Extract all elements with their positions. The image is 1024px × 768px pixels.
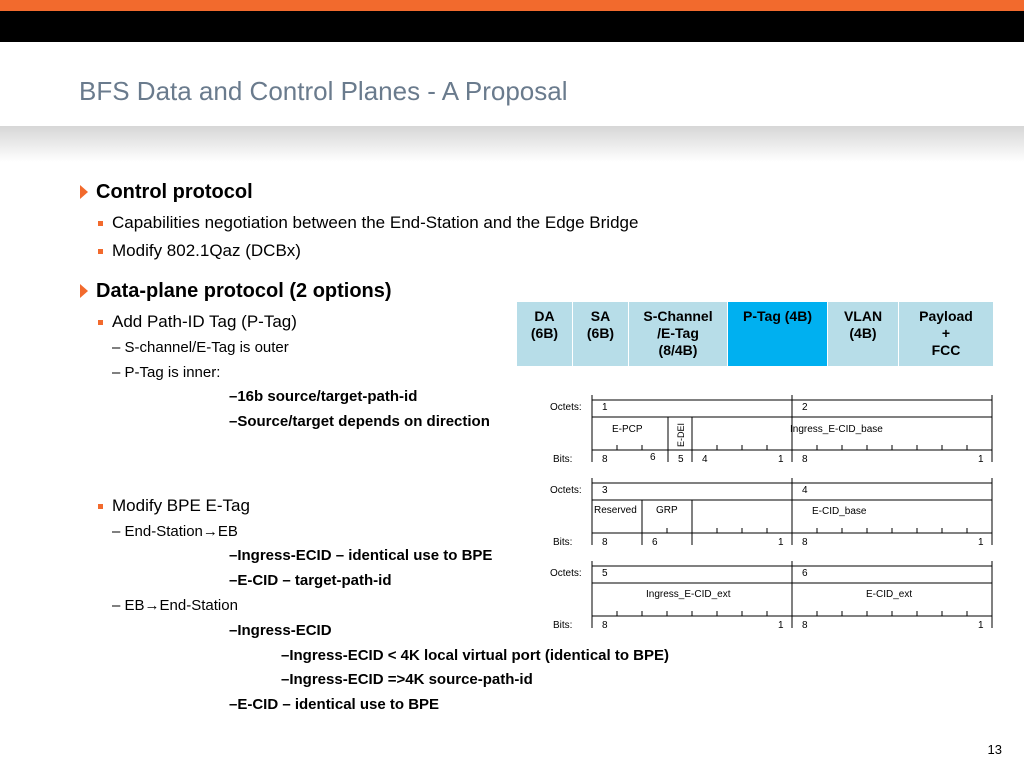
src-target-dir-text: Source/target depends on direction	[237, 413, 490, 430]
top-orange-bar	[0, 0, 1024, 11]
cell-da: DA (6B)	[517, 302, 573, 367]
item-schannel-outer	[112, 339, 289, 356]
ingress-4k-local-text: Ingress-ECID < 4K local virtual port (identical to BPE)	[289, 647, 670, 664]
bit-number: 1	[978, 537, 984, 548]
item-add-path-id: Add Path-ID Tag (P-Tag)	[112, 312, 297, 331]
bit-number: 1	[978, 620, 984, 631]
page-number: 13	[987, 742, 1002, 757]
bit-number: 1	[778, 620, 784, 631]
bits-label: Bits:	[553, 620, 573, 631]
cell-ptag: P-Tag (4B)	[728, 302, 828, 367]
bit-number: 1	[778, 454, 784, 465]
ecid-target-text: E-CID – target-path-id	[237, 572, 392, 589]
dash: –	[229, 547, 238, 564]
field-label: Ingress_E-CID_base	[790, 424, 883, 435]
dash: –	[112, 364, 121, 381]
item-ingress-4k-source	[281, 671, 533, 688]
ecid-identical-text: E-CID – identical use to BPE	[237, 696, 440, 713]
dash: –	[281, 647, 290, 664]
eb-text: EB	[217, 523, 238, 540]
field-label: Ingress_E-CID_ext	[646, 589, 731, 600]
title-shadow	[0, 126, 1024, 162]
item-ingress-ecid	[229, 622, 332, 639]
bits-label: Bits:	[553, 537, 573, 548]
ptag-inner-text: P-Tag is inner:	[124, 364, 221, 381]
field-label: E-CID_base	[812, 506, 867, 517]
item-ecid-identical	[229, 696, 439, 713]
field-label: GRP	[656, 505, 678, 516]
octets-label: Octets:	[550, 485, 582, 496]
heading-control-protocol: Control protocol	[96, 181, 253, 203]
bit-number: 8	[602, 620, 608, 631]
ingress-4k-source-text: Ingress-ECID =>4K source-path-id	[289, 671, 533, 688]
field-label: E-DEI	[676, 422, 686, 447]
bullet-square-icon	[98, 504, 103, 509]
bit-number: 8	[602, 537, 608, 548]
item-ptag-inner	[112, 364, 220, 381]
cell-schannel: S-Channel /E-Tag (8/4B)	[629, 302, 728, 367]
item-ecid-target	[229, 572, 392, 589]
field-label: Reserved	[594, 505, 637, 516]
endstation-text: End-Station	[124, 523, 203, 540]
field-label: E-CID_ext	[866, 589, 913, 600]
octet-number: 2	[802, 402, 808, 413]
frame-format-table	[516, 301, 994, 367]
item-modify-bpe: Modify BPE E-Tag	[112, 496, 250, 515]
bullet-square-icon	[98, 249, 103, 254]
arrow-right-icon: →	[144, 597, 160, 614]
item-source-target-direction	[229, 413, 490, 430]
eb-text: EB	[124, 597, 145, 614]
item-ingress-ecid-bpe	[229, 547, 492, 564]
bit-number: 8	[802, 620, 808, 631]
item-ingress-4k-local	[281, 647, 669, 664]
dash: –	[229, 622, 238, 639]
bullet-square-icon	[98, 320, 103, 325]
cell-payload: Payload + FCC	[899, 302, 994, 367]
bit-number: 8	[802, 537, 808, 548]
bit-number: 1	[978, 454, 984, 465]
ingress-ecid-bpe-text: Ingress-ECID – identical use to BPE	[237, 547, 493, 564]
bit-number: 8	[602, 454, 608, 465]
bit-number: 5	[678, 454, 684, 465]
dash: –	[229, 572, 238, 589]
arrow-right-icon: →	[202, 523, 218, 540]
octet-number: 6	[802, 568, 808, 579]
dash: –	[229, 696, 238, 713]
octets-label: Octets:	[550, 568, 582, 579]
top-black-bar	[0, 11, 1024, 42]
dash: –	[112, 597, 121, 614]
bit-number: 4	[702, 454, 708, 465]
dash: –	[112, 339, 121, 356]
heading-data-plane: Data-plane protocol (2 options)	[96, 280, 392, 302]
bullet-triangle-icon	[80, 284, 88, 298]
bullet-square-icon	[98, 221, 103, 226]
etag-bit-diagram	[550, 395, 995, 635]
octet-number: 3	[602, 485, 608, 496]
item-capabilities-negotiation: Capabilities negotiation between the End-Station and the Edge Bridge	[112, 213, 639, 232]
item-modify-dcbx: Modify 802.1Qaz (DCBx)	[112, 241, 301, 260]
endstation-text: End-Station	[159, 597, 238, 614]
item-16b-source-target	[229, 388, 417, 405]
cell-sa: SA (6B)	[573, 302, 629, 367]
cell-vlan: VLAN (4B)	[828, 302, 899, 367]
dash: –	[229, 388, 238, 405]
bit-number: 8	[802, 454, 808, 465]
dash: –	[281, 671, 290, 688]
octet-number: 1	[602, 402, 608, 413]
ingress-ecid-text: Ingress-ECID	[237, 622, 332, 639]
octet-number: 4	[802, 485, 808, 496]
schannel-outer-text: S-channel/E-Tag is outer	[124, 339, 289, 356]
src-target-16b-text: 16b source/target-path-id	[237, 388, 418, 405]
dash: –	[112, 523, 121, 540]
bits-label: Bits:	[553, 454, 573, 465]
item-endstation-to-eb	[112, 523, 238, 540]
octet-number: 5	[602, 568, 608, 579]
bit-number: 1	[778, 537, 784, 548]
table-row	[517, 302, 994, 367]
slide-title: BFS Data and Control Planes - A Proposal	[79, 76, 568, 106]
bit-number: 6	[652, 537, 658, 548]
field-label: E-PCP	[612, 424, 643, 435]
item-eb-to-endstation	[112, 597, 238, 614]
bit-number: 6	[650, 452, 656, 463]
bullet-triangle-icon	[80, 185, 88, 199]
octets-label: Octets:	[550, 402, 582, 413]
dash: –	[229, 413, 238, 430]
